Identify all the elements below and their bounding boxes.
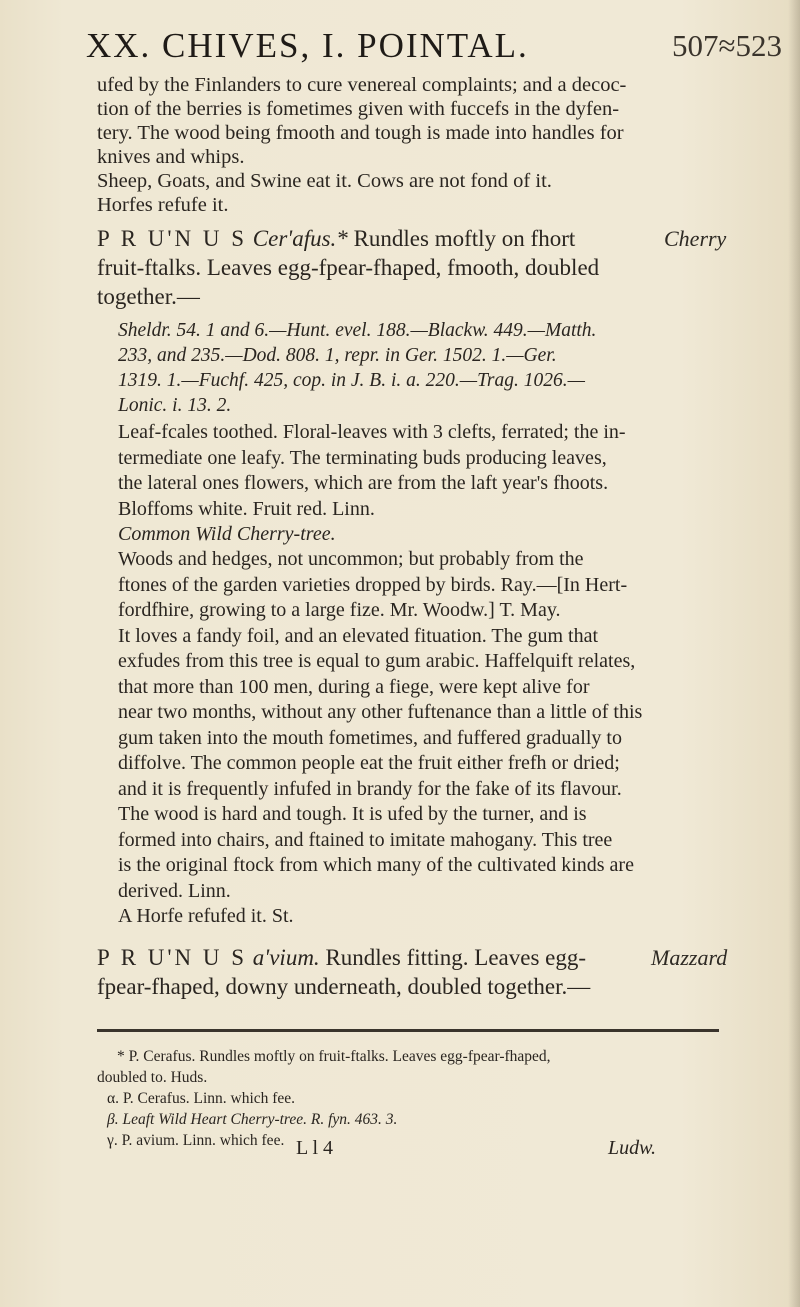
- common-name: Common Wild Cherry-tree.: [118, 523, 336, 545]
- habitat-line: near two months, without any other fuftenance than a little of this: [118, 701, 643, 723]
- genus-name: P R U'N U S: [97, 945, 248, 970]
- habitat-line: The wood is hard and tough. It is ufed by the turner, and is: [118, 803, 587, 825]
- genus-name: P R U'N U S: [97, 226, 248, 251]
- references: [118, 318, 758, 418]
- habitat-line: gum taken into the mouth fometimes, and fuffered gradually to: [118, 726, 622, 749]
- text-line: Horfes refufe it.: [97, 194, 229, 216]
- species-name: Cer'afus.*: [252, 226, 348, 251]
- footnote-line: γ. P. avium. Linn. which fee.: [107, 1132, 285, 1149]
- text-line: Sheep, Goats, and Swine eat it. Cows are not fond of it.: [97, 170, 552, 192]
- habitat-line: fordfhire, growing to a large fize. Mr. Woodw.] T. May.: [118, 599, 561, 621]
- reference-line: Sheldr. 54. 1 and 6.—Hunt. evel. 188.—Blackw. 449.—Matth.: [118, 320, 597, 341]
- diagnosis: Rundles moftly on fhort: [353, 226, 576, 251]
- description-line: Leaf-fcales toothed. Floral-leaves with 3 clefts, ferrated; the in-: [118, 421, 626, 443]
- habitat-line: exfudes from this tree is equal to gum arabic. Haffelquift relates,: [118, 650, 636, 672]
- species-heading-avium: [97, 943, 747, 972]
- intro-paragraph: [97, 73, 757, 217]
- description-line: termediate one leafy. The terminating buds producing leaves,: [118, 446, 607, 469]
- habitat-line: Woods and hedges, not uncommon; but probably from the: [118, 548, 584, 570]
- reference-line: 1319. 1.—Fuchf. 425, cop. in J. B. i. a. 220.—Trag. 1026.—: [118, 370, 585, 391]
- species-heading-cerasus: [97, 224, 747, 253]
- reference-line: Lonic. i. 13. 2.: [118, 395, 232, 416]
- footnote-line: * P. Cerafus. Rundles moftly on fruit-ftalks. Leaves egg-fpear-fhaped,: [117, 1048, 551, 1065]
- text-line: tion of the berries is fometimes given with fuccefs in the dyfen-: [97, 98, 620, 120]
- reference-line: 233, and 235.—Dod. 808. 1, repr. in Ger. 1502. 1.—Ger.: [118, 345, 557, 366]
- footnote-line: doubled to. Huds.: [97, 1069, 208, 1086]
- margin-common-name: Mazzard: [651, 945, 728, 970]
- habitat-line: diffolve. The common people eat the fruit either frefh or dried;: [118, 752, 620, 774]
- habitat-line: ftones of the garden varieties dropped by birds. Ray.—[In Hert-: [118, 573, 628, 596]
- text-line: ufed by the Finlanders to cure venereal complaints; and a decoc-: [97, 74, 627, 96]
- habitat-line: A Horfe refufed it. St.: [118, 905, 294, 927]
- habitat-line: derived. Linn.: [118, 879, 231, 902]
- diagnosis-line: fruit-ftalks. Leaves egg-fpear-fhaped, fmooth, doubled: [97, 255, 600, 280]
- description-line: the lateral ones flowers, which are from the laft year's fhoots.: [118, 472, 609, 494]
- signature-mark: L l 4: [296, 1137, 334, 1159]
- diagnosis: Rundles fitting. Leaves egg-: [325, 945, 587, 970]
- diagnosis-line: fpear-fhaped, downy underneath, doubled together.—: [97, 974, 591, 999]
- description: [118, 420, 758, 548]
- text-line: tery. The wood being fmooth and tough is made into handles for: [97, 122, 624, 144]
- description-line: Bloffoms white. Fruit red. Linn.: [118, 497, 375, 520]
- page-number: 507≈523: [672, 28, 783, 63]
- running-head: XX. CHIVES, I. POINTAL.: [86, 26, 529, 65]
- habitat-line: formed into chairs, and ftained to imitate mahogany. This tree: [118, 828, 613, 851]
- text-line: knives and whips.: [97, 146, 245, 168]
- footnote-line: β. Leaft Wild Heart Cherry-tree. R. fyn. 463. 3.: [107, 1111, 398, 1128]
- habitat-line: that more than 100 men, during a fiege, were kept alive for: [118, 675, 590, 698]
- species-name: a'vium.: [252, 945, 320, 970]
- habitat-line: and it is frequently infufed in brandy for the fake of its flavour.: [118, 777, 622, 800]
- diagnosis-line: together.—: [97, 284, 200, 309]
- footnote-line: α. P. Cerafus. Linn. which fee.: [107, 1090, 296, 1107]
- margin-common-name: Cherry: [664, 226, 727, 251]
- page-edge-shadow: [788, 0, 800, 1307]
- footnotes: [97, 1046, 737, 1151]
- habitat-paragraph: [118, 547, 758, 930]
- footnote-rule: [97, 1029, 719, 1032]
- habitat-line: is the original ftock from which many of the cultivated kinds are: [118, 854, 634, 876]
- catchword: Ludw.: [608, 1137, 656, 1159]
- page-header: [86, 26, 786, 70]
- habitat-line: It loves a fandy foil, and an elevated fituation. The gum that: [118, 624, 599, 647]
